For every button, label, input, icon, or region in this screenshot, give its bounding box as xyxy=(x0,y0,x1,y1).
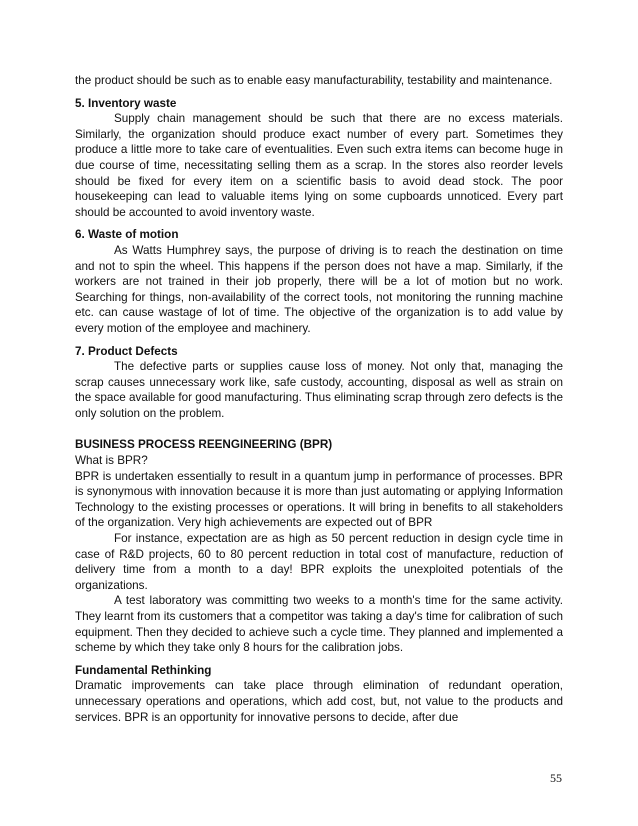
motion-heading: 6. Waste of motion xyxy=(75,228,179,242)
defects-heading: 7. Product Defects xyxy=(75,344,178,358)
bpr-heading: BUSINESS PROCESS REENGINEERING (BPR) xyxy=(75,438,333,452)
page-number: 55 xyxy=(550,771,562,785)
page-body xyxy=(75,73,563,725)
bpr-paragraph-3: A test laboratory was committing two weeks to a month's time for the same activity. They learnt from its customers that a competitor was taking a day's time for calibration of such equipment. Then they decided to achieve such a cycle time. They planned and implemented a scheme by which they take only 8 hours for the calibration jobs. xyxy=(75,594,563,655)
bpr-paragraph-1: BPR is undertaken essentially to result in a quantum jump in performance of processes. BPR is synonymous with innovation because it is more than just automating or applying Information Technology to the existing processes or operations. It will bring in benefits to all stakeholders of the organization. Very high achievements are expected out of BPR xyxy=(75,469,563,530)
rethinking-heading: Fundamental Rethinking xyxy=(75,663,212,677)
bpr-paragraph-2: For instance, expectation are as high as 50 percent reduction in design cycle time in case of R&D projects, 60 to 80 percent reduction in total cost of manufacture, reduction of delivery time from a month to a day! BPR exploits the unexploited potentials of the organizations. xyxy=(75,532,563,592)
inventory-paragraph: Supply chain management should be such that there are no excess materials. Similarly, the organization should produce exact number of every part. Sometimes they produce a little more to take care of eventualities. Even such extra items can become huge in due course of time, necessitating selling them as a scrap. In the stores also reorder levels should be fixed for every item on a scientific basis to avoid dead stock. The poor housekeeping can lead to valuable items lying on some cupboards unnoticed. Every part should be accounted to avoid inventory waste. xyxy=(75,112,563,219)
defects-paragraph: The defective parts or supplies cause loss of money. Not only that, managing the scrap causes unnecessary work like, safe custody, accounting, disposal as well as strain on the space available for good manufacturing. Thus eliminating scrap through zero defects is the only solution on the problem. xyxy=(75,360,563,420)
bpr-question: What is BPR? xyxy=(75,454,148,468)
inventory-heading: 5. Inventory waste xyxy=(75,96,177,110)
motion-paragraph: As Watts Humphrey says, the purpose of driving is to reach the destination on time and not to spin the wheel. This happens if the person does not have a map. Similarly, if the workers are not trained in their job properly, there will be a lot of motion but no work. Searching for things, non-availability of the correct tools, not monitoring the running machine etc. can cause wastage of lot of time. The objective of the organization is to add value by every motion of the employee and machinery. xyxy=(75,243,563,335)
intro-paragraph: the product should be such as to enable easy manufacturability, testability and maintenance. xyxy=(75,74,553,87)
rethinking-paragraph: Dramatic improvements can take place through elimination of redundant operation, unnecessary operations and operations, which add cost, but, not value to the products and services. BPR is an opportunity for innovative persons to decide, after due xyxy=(75,679,563,724)
